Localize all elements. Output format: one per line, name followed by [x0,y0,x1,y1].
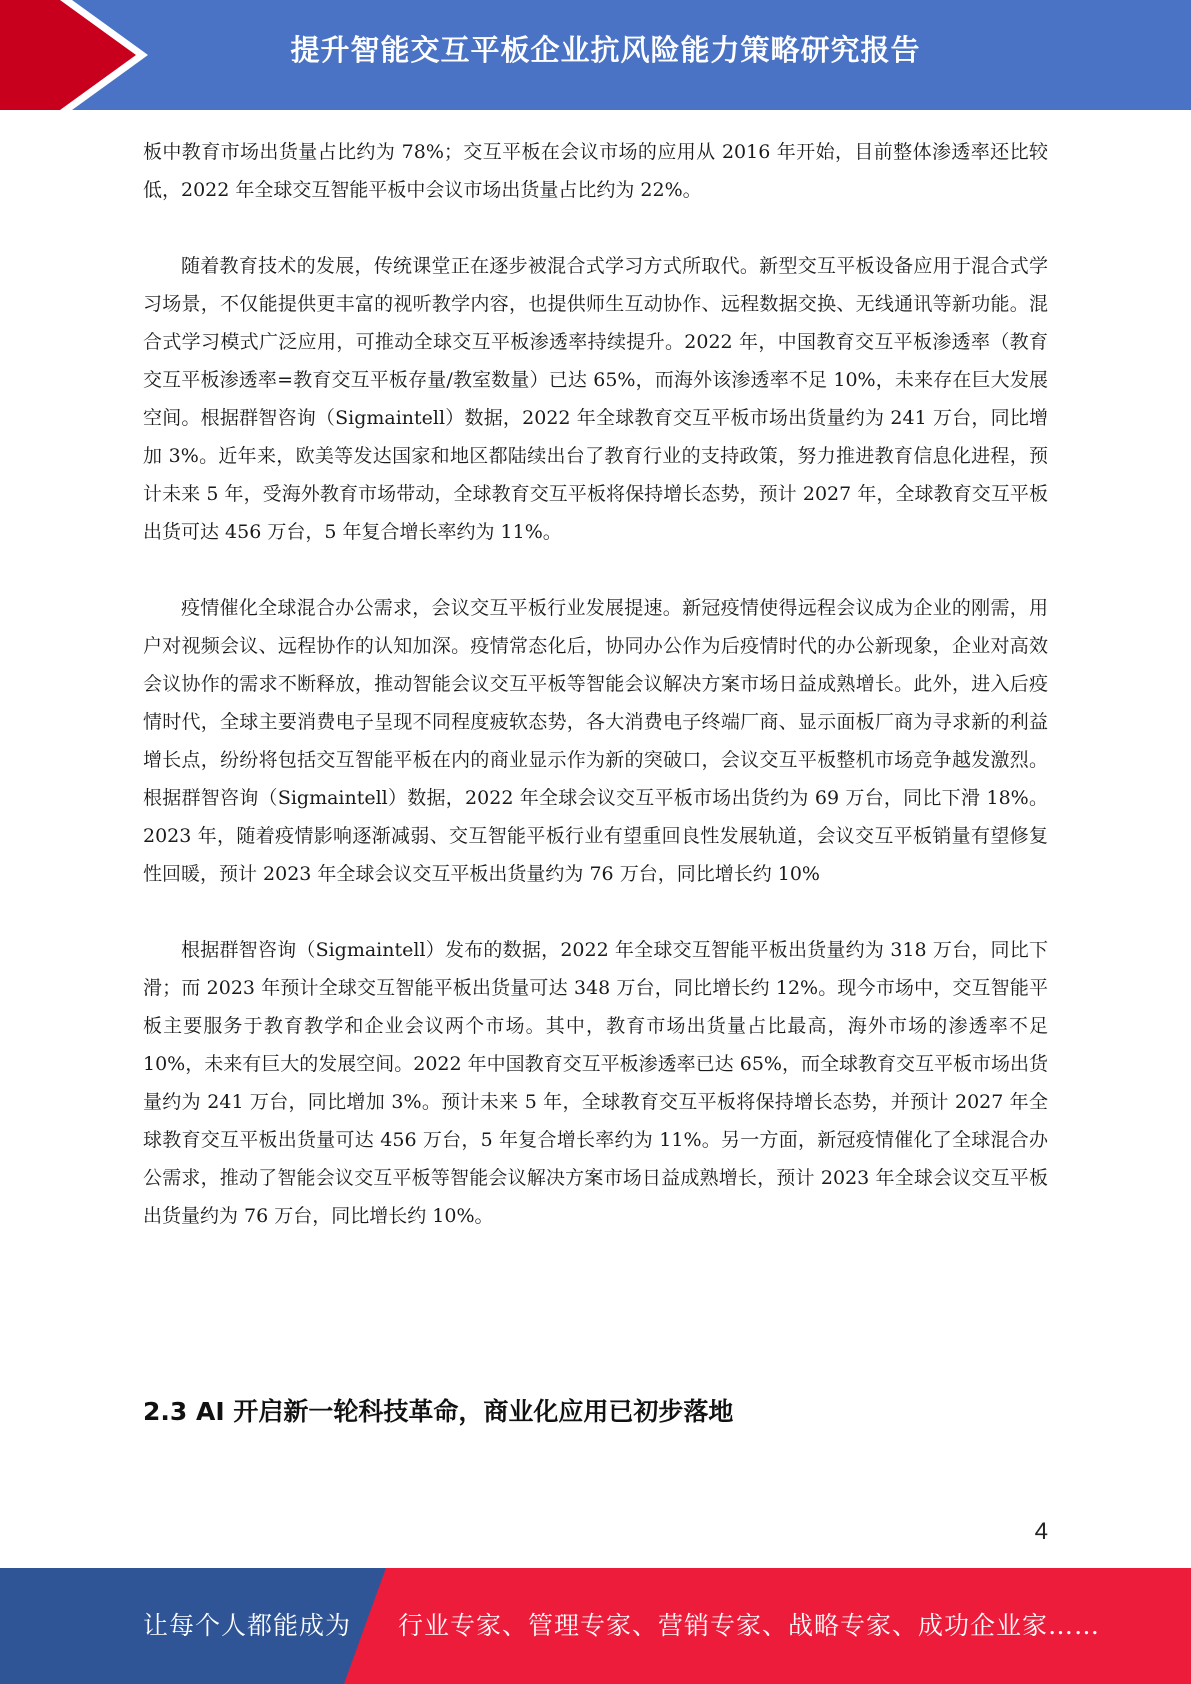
paragraph-2: 随着教育技术的发展，传统课堂正在逐步被混合式学习方式所取代。新型交互平板设备应用于混合式学习场景，不仅能提供更丰富的视听教学内容，也提供师生互动协作、远程数据交换、无线通讯等新功能。混合式学习模式广泛应用，可推动全球交互平板渗透率持续提升。2022 年，中国教育交互平板渗透率（教育交互平板渗透率=教育交互平板存量/教室数量）已达 65%，而海外该渗透率不足 10%，未来存在巨大发展空间。根据群智咨询（Sigmaintell）数据，2022 年全球教育交互平板市场出货量约为 241 万台，同比增加 3%。近年来，欧美等发达国家和地区都陆续出台了教育行业的支持政策，努力推进教育信息化进程，预计未来 5 年，受海外教育市场带动，全球教育交互平板将保持增长态势，预计 2027 年，全球教育交互平板出货可达 456 万台，5 年复合增长率约为 11%。 [143,255,1048,543]
paragraph-4: 根据群智咨询（Sigmaintell）发布的数据，2022 年全球交互智能平板出货量约为 318 万台，同比下滑；而 2023 年预计全球交互智能平板出货量可达 348 万台，同比增长约 12%。现今市场中，交互智能平板主要服务于教育教学和企业会议两个市场。其中，教育市场出货量占比最高，海外市场的渗透率不足 10%，未来有巨大的发展空间。2022 年中国教育交互平板渗透率已达 65%，而全球教育交互平板市场出货量约为 241 万台，同比增加 3%。预计未来 5 年，全球教育交互平板将保持增长态势，并预计 2027 年全球教育交互平板出货量可达 456 万台，5 年复合增长率约为 11%。另一方面，新冠疫情催化了全球混合办公需求，推动了智能会议交互平板等智能会议解决方案市场日益成熟增长，预计 2023 年全球会议交互平板出货量约为 76 万台，同比增长约 10%。 [143,939,1048,1227]
header-banner [0,0,1191,110]
arrow-red-shape [0,0,148,110]
report-title: 提升智能交互平板企业抗风险能力策略研究报告 [290,33,921,67]
footer-slogan-left: 让每个人都能成为 [143,1611,352,1640]
section-heading: 2.3 AI 开启新一轮科技革命，商业化应用已初步落地 [143,1397,734,1426]
header-arrow-graphic [0,0,150,110]
paragraph-3: 疫情催化全球混合办公需求，会议交互平板行业发展提速。新冠疫情使得远程会议成为企业的刚需，用户对视频会议、远程协作的认知加深。疫情常态化后，协同办公作为后疫情时代的办公新现象，企业对高效会议协作的需求不断释放，推动智能会议交互平板等智能会议解决方案市场日益成熟增长。此外，进入后疫情时代，全球主要消费电子呈现不同程度疲软态势，各大消费电子终端厂商、显示面板厂商为寻求新的利益增长点，纷纷将包括交互智能平板在内的商业显示作为新的突破口，会议交互平板整机市场竞争越发激烈。根据群智咨询（Sigmaintell）数据，2022 年全球会议交互平板市场出货约为 69 万台，同比下滑 18%。2023 年，随着疫情影响逐渐减弱、交互智能平板行业有望重回良性发展轨道，会议交互平板销量有望修复性回暖，预计 2023 年全球会议交互平板出货量约为 76 万台，同比增长约 10% [143,597,1048,885]
page-number: 4 [1034,1518,1048,1545]
document-body [143,133,1048,1235]
paragraph-1: 板中教育市场出货量占比约为 78%；交互平板在会议市场的应用从 2016 年开始，目前整体渗透率还比较低，2022 年全球交互智能平板中会议市场出货量占比约为 22%。 [143,141,1048,201]
footer-banner [0,1568,1191,1684]
footer-slogan-right: 行业专家、管理专家、营销专家、战略专家、成功企业家…… [398,1611,1101,1640]
